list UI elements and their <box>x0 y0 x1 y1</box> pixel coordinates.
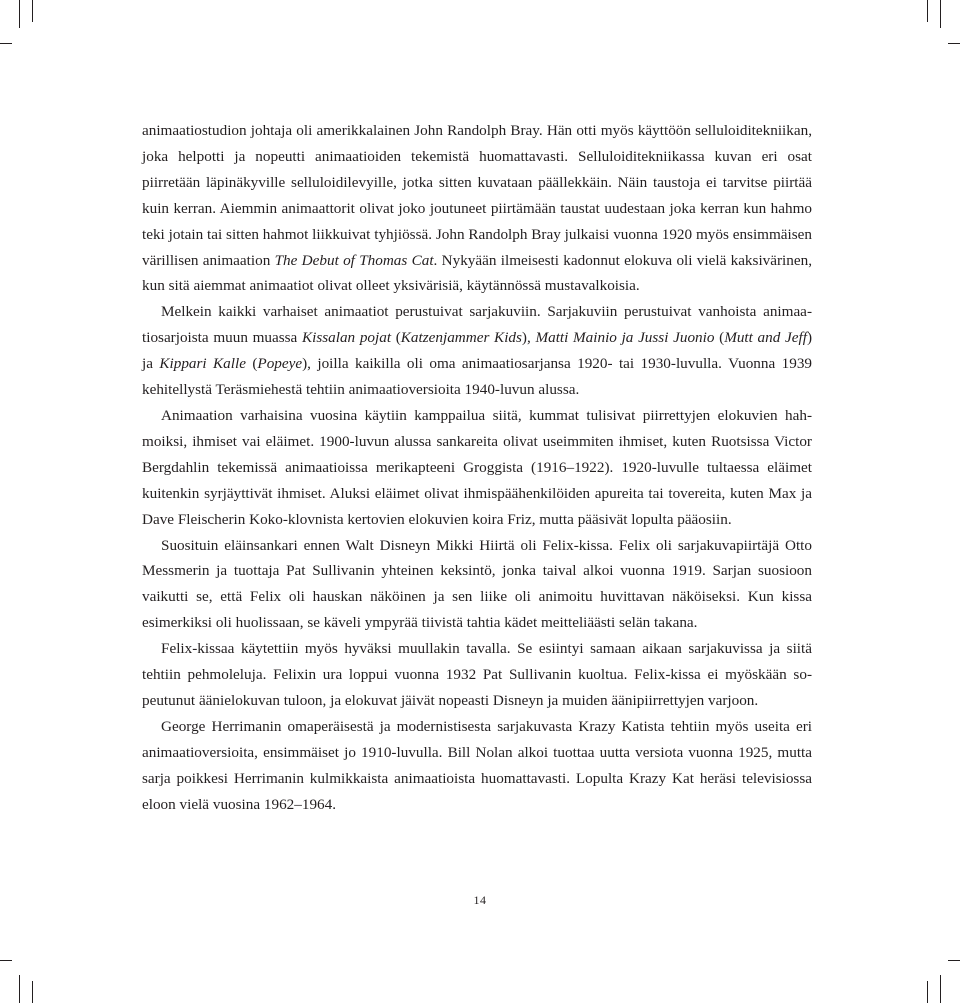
text-segment: ), joilla kaikilla oli oma animaatiosarjansa 1920- tai 1930-luvulla. Vuonna 1939 kehitellystä Teräsmiehestä tehtiin animaatioversioita 1940-luvun alussa. <box>142 355 813 399</box>
crop-mark-bottom-left-horizontal <box>0 960 12 961</box>
italic-title: Matti Mainio ja Jussi Juonio <box>535 329 715 347</box>
crop-mark-top-right-horizontal <box>948 43 960 44</box>
body-text <box>142 118 812 817</box>
crop-mark-top-left-vertical <box>19 0 20 28</box>
text-segment: Felix-kissaa käytettiin myös hyväksi muullakin tavalla. Se esiintyi samaan aikaan sarjakuvissa ja siitä tehtiin pehmoleluja. Felixin ura loppui vuonna 1932 Pat Sullivanin kuoltua. Felix-kissa ei myöskään sopeutunut äänielokuvan tuloon, ja elokuvat jäivät nopeasti Disneyn ja muiden äänipiirrettyjen varjoon. <box>142 640 812 709</box>
italic-title: Kissalan pojat <box>301 329 392 347</box>
text-segment: animaatiostudion johtaja oli amerikkalainen John Randolph Bray. Hän otti myös käyttöön selluloiditekniikan, joka helpotti ja nopeutti animaatioiden tekemistä huomattavasti. Selluloiditekniikassa kuvan eri osat piirretään läpinäkyville selluloidilevyille, jotka sitten kuvataan päällekkäin. Näin taustoja ei tarvitse piirtää kuin kerran. Aiemmin animaattorit olivat joko joutuneet piirtämään taustat uudestaan joka kerran kun hahmo teki jotain tai sitten hahmot liikkuivat tyhjiössä. John Randolph Bray julkaisi vuonna 1920 myös ensimmäisen värillisen animaation <box>142 122 812 269</box>
paragraph <box>142 714 812 818</box>
paragraph <box>142 118 812 299</box>
paragraph <box>142 403 812 533</box>
crop-mark-bottom-right-horizontal <box>948 960 960 961</box>
italic-title: Katzenjammer Kids <box>400 329 522 347</box>
paragraph <box>142 533 812 637</box>
italic-title: The Debut of Thomas Cat <box>274 251 434 269</box>
text-segment: ( <box>245 355 258 373</box>
crop-mark-bottom-right-vertical-inner <box>927 981 928 1003</box>
crop-mark-bottom-right-vertical <box>940 975 941 1003</box>
italic-title: Kippari Kalle <box>159 355 246 373</box>
text-segment: ) ja <box>142 329 812 373</box>
crop-mark-top-left-horizontal <box>0 43 12 44</box>
page-number: 14 <box>473 893 487 907</box>
text-segment: Suosituin eläinsankari ennen Walt Disneyn Mikki Hiirtä oli Felix-kissa. Felix oli sarjakuvapiirtäjä Otto Messmerin ja tuottaja Pat Sullivanin yhteinen keksintö, jonka taival alkoi vuonna 1919. Sarjan suosioon vaikutti se, että Felix oli hauskan näköinen ja sen liike oli animoitu huvittavan näköiseksi. Kun kissa esimerkiksi oli huolissaan, se käveli ympyrää tiivistä tahtia kädet meitteliäästi selän takana. <box>142 536 812 632</box>
text-segment: Animaation varhaisina vuosina käytiin kamppailua siitä, kummat tulisivat piirrettyjen elokuvien hahmoiksi, ihmiset vai eläimet. 1900-luvun alussa sankareita olivat useimmiten ihmiset, kuten Ruotsissa Victor Bergdahlin tekemissä animaatioissa merikapteeni Groggista (1916–1922). 1920-luvulle tultaessa eläimet kuitenkin syrjäyttivät ihmiset. Aluksi eläimet olivat ihmispäähenkilöiden apureita tai tovereita, kuten Max ja Dave Fleischerin Koko-klovnista kertovien elokuvien koira Friz, mutta pääsivät lopulta pääosiin. <box>142 406 812 528</box>
paragraph <box>142 299 812 403</box>
italic-title: Mutt and Jeff <box>724 329 807 347</box>
paragraph <box>142 636 812 714</box>
italic-title: Popeye <box>257 355 303 373</box>
crop-mark-bottom-left-vertical <box>19 975 20 1003</box>
crop-mark-top-right-vertical <box>940 0 941 28</box>
text-segment: ( <box>714 329 725 347</box>
crop-mark-top-left-vertical-inner <box>32 0 33 22</box>
crop-mark-bottom-left-vertical-inner <box>32 981 33 1003</box>
text-segment: Melkein kaikki varhaiset animaatiot perustuivat sarjakuviin. Sarjakuviin perustuivat vanhoista animaatiosarjoista muun muassa <box>142 303 812 347</box>
text-segment: ), <box>521 329 536 347</box>
text-segment: George Herrimanin omaperäisestä ja modernistisesta sarjakuvasta Krazy Katista tehtiin myös useita eri animaatioversioita, ensimmäiset jo 1910-luvulla. Bill Nolan alkoi tuottaa uutta versiota vuonna 1925, mutta sarja poikkesi Herrimanin kulmikkaista animaatioista huomattavasti. Lopulta Krazy Kat heräsi televisiossa eloon vielä vuosina 1962–1964. <box>142 717 812 813</box>
text-segment: ( <box>391 329 401 347</box>
text-segment: . Nykyään ilmeisesti kadonnut elokuva oli vielä kaksivärinen, kun sitä aiemmat animaatiot olivat olleet yksivärisiä, käytännössä mustavalkoisia. <box>142 251 812 295</box>
crop-mark-top-right-vertical-inner <box>927 0 928 22</box>
